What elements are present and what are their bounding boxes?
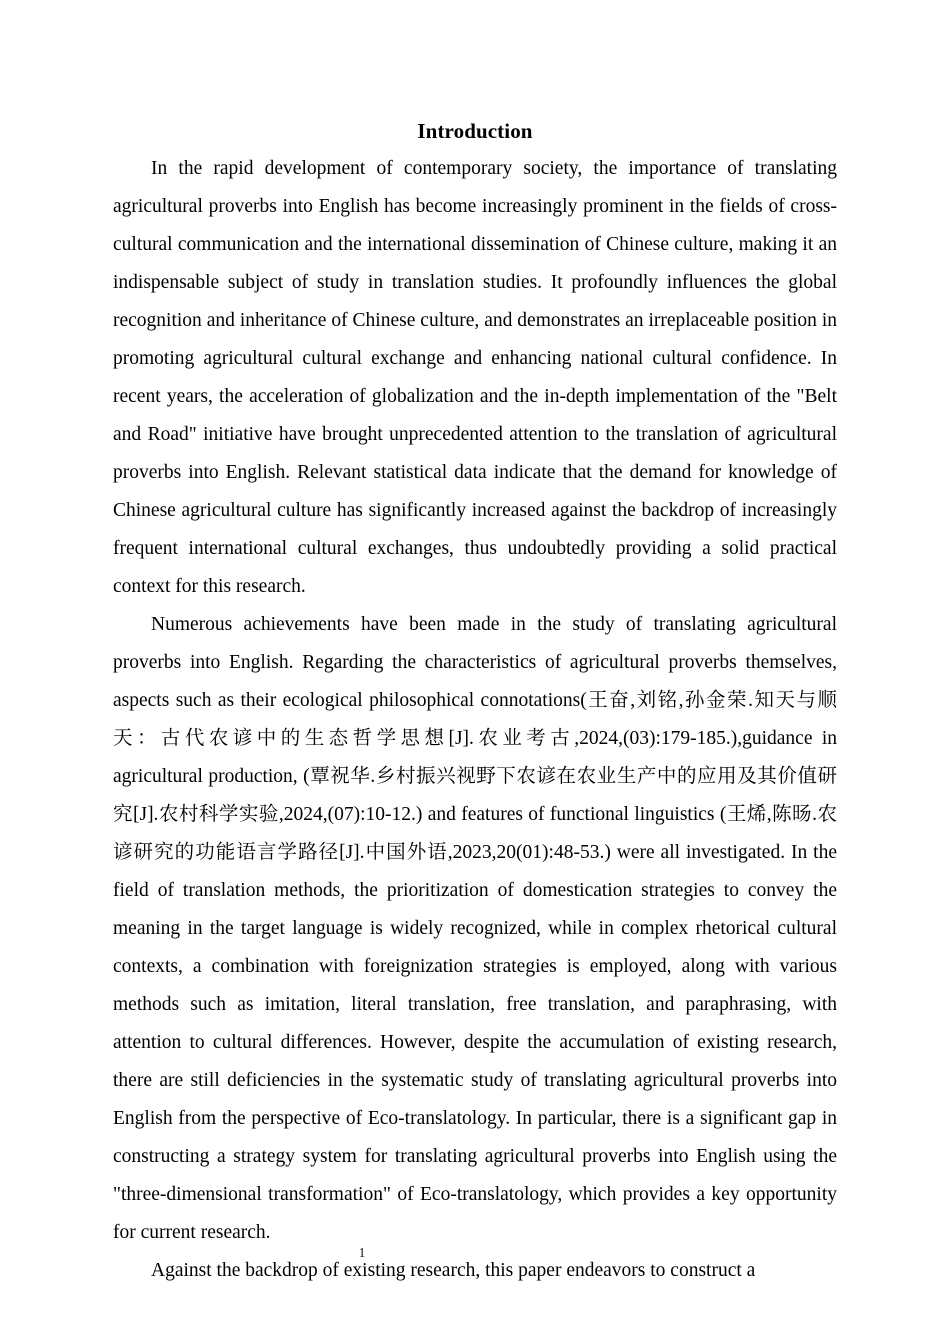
page-number-footer — [0, 1244, 950, 1264]
body-paragraph-2: Numerous achievements have been made in the study of translating agricultural proverbs into English. Regarding the characteristics of agricultural proverbs themselves, aspects such as their ecological philosophical connotations(王奋,刘铭,孙金荣.知天与顺天：古代农谚中的生态哲学思想[J].农业考古,2024,(03):179-185.),guidance in agricultural production, (覃祝华.乡村振兴视野下农谚在农业生产中的应用及其价值研究[J].农村科学实验,2024,(07):10-12.) and features of functional linguistics (王烯,陈旸.农谚研究的功能语言学路径[J].中国外语,2023,20(01):48-53.) were all investigated. In the field of translation methods, the prioritization of domestication strategies to convey the meaning in the target language is widely recognized, while in complex rhetorical cultural contexts, a combination with foreignization strategies is employed, along with various methods such as imitation, literal translation, free translation, and paraphrasing, with attention to cultural differences. However, despite the accumulation of existing research, there are still deficiencies in the systematic study of translating agricultural proverbs into English from the perspective of Eco-translatology. In particular, there is a significant gap in constructing a strategy system for translating agricultural proverbs into English using the "three-dimensional transformation" of Eco-translatology, which provides a key opportunity for current research. — [113, 614, 837, 1243]
page-number: 1 — [358, 1246, 366, 1261]
body-paragraph-1: In the rapid development of contemporary society, the importance of translating agricultural proverbs into English has become increasingly prominent in the fields of cross-cultural communication and the international dissemination of Chinese culture, making it an indispensable subject of study in translation studies. It profoundly influences the global recognition and inheritance of Chinese culture, and demonstrates an irreplaceable position in promoting agricultural cultural exchange and enhancing national cultural confidence. In recent years, the acceleration of globalization and the in-depth implementation of the "Belt and Road" initiative have brought unprecedented attention to the translation of agricultural proverbs into English. Relevant statistical data indicate that the demand for knowledge of Chinese agricultural culture has significantly increased against the backdrop of increasingly frequent international cultural exchanges, thus undoubtedly providing a solid practical context for this research. — [113, 158, 837, 597]
page-title: Introduction — [417, 119, 533, 143]
body-paragraph-3: Against the backdrop of existing research, this paper endeavors to construct a — [151, 1260, 756, 1281]
page-content — [113, 112, 837, 1290]
